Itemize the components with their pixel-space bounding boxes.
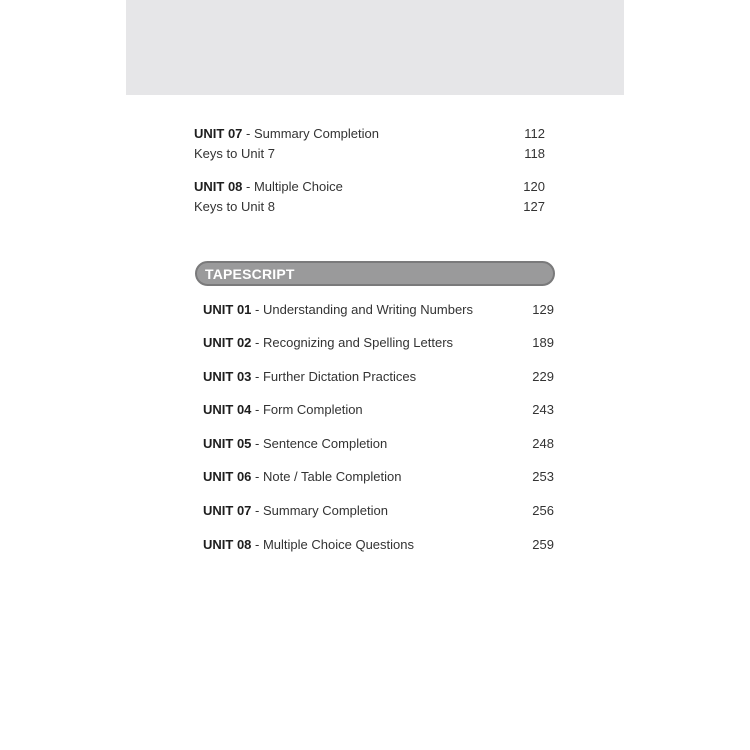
toc-entry-keys-unit-8 [194, 199, 275, 215]
toc-title: Understanding and Writing Numbers [262, 302, 473, 317]
toc-page-number: 189 [532, 335, 554, 350]
tapescript-entry-unit-03 [203, 369, 416, 385]
tapescript-entry-unit-08 [203, 537, 414, 553]
toc-unit-label: UNIT 07 [194, 126, 243, 141]
toc-unit-label: UNIT 08 [203, 537, 252, 552]
toc-page-number: 120 [523, 179, 545, 194]
toc-title: Note / Table Completion [262, 469, 402, 484]
toc-unit-label: UNIT 02 [203, 335, 252, 350]
toc-unit-label: UNIT 05 [203, 436, 252, 451]
toc-separator: - [242, 179, 254, 194]
toc-page-number: 129 [532, 302, 554, 317]
toc-separator: - [251, 369, 263, 384]
toc-unit-label: UNIT 08 [194, 179, 243, 194]
toc-title: Multiple Choice Questions [262, 537, 414, 552]
toc-title: Further Dictation Practices [262, 369, 417, 384]
toc-page-number: 112 [524, 126, 545, 141]
tapescript-entry-unit-01 [203, 302, 473, 318]
toc-unit-label: UNIT 07 [203, 503, 252, 518]
toc-title: Sentence Completion [262, 436, 388, 451]
toc-page-number: 259 [532, 537, 554, 552]
tapescript-entry-unit-06 [203, 469, 401, 485]
tapescript-entry-unit-04 [203, 402, 363, 418]
toc-page-number: 253 [532, 469, 554, 484]
toc-unit-label: UNIT 03 [203, 369, 252, 384]
toc-page-number: 248 [532, 436, 554, 451]
tapescript-entry-unit-07 [203, 503, 388, 519]
toc-page-number: 118 [524, 146, 545, 161]
toc-separator: - [251, 335, 263, 350]
toc-title: Summary Completion [262, 503, 388, 518]
section-title: TAPESCRIPT [205, 266, 295, 282]
toc-separator: - [242, 126, 254, 141]
toc-separator: - [251, 302, 263, 317]
toc-separator: - [251, 537, 263, 552]
toc-separator: - [251, 503, 263, 518]
toc-page-number: 256 [532, 503, 554, 518]
toc-entry-unit-07 [194, 126, 379, 142]
toc-title: Recognizing and Spelling Letters [262, 335, 454, 350]
toc-page-number: 127 [523, 199, 545, 214]
toc-separator: - [251, 402, 263, 417]
toc-page-number: 243 [532, 402, 554, 417]
toc-entry-keys-unit-7 [194, 146, 275, 162]
toc-title: Form Completion [262, 402, 363, 417]
toc-separator: - [251, 436, 263, 451]
toc-title: Multiple Choice [253, 179, 343, 194]
toc-entry-unit-08 [194, 179, 343, 195]
toc-unit-label: UNIT 04 [203, 402, 252, 417]
section-header-tapescript [195, 261, 555, 286]
toc-page-number: 229 [532, 369, 554, 384]
tapescript-entry-unit-02 [203, 335, 453, 351]
toc-unit-label: UNIT 06 [203, 469, 252, 484]
toc-separator: - [251, 469, 263, 484]
toc-title: Keys to Unit 7 [194, 146, 275, 161]
toc-title: Summary Completion [253, 126, 379, 141]
toc-title: Keys to Unit 8 [194, 199, 275, 214]
tapescript-entry-unit-05 [203, 436, 387, 452]
header-band [126, 0, 624, 95]
toc-unit-label: UNIT 01 [203, 302, 252, 317]
